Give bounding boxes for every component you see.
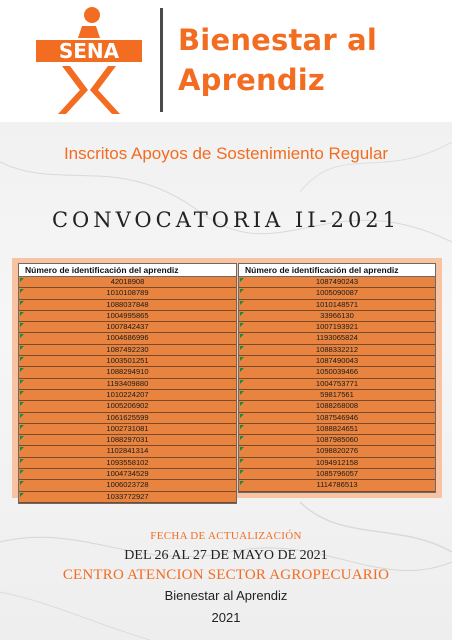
cell-marker-icon <box>20 402 24 406</box>
title-line-1: Bienestar al <box>178 23 378 57</box>
id-cell: 1093558102 <box>106 457 149 467</box>
table-row <box>19 469 236 480</box>
cell-marker-icon <box>20 380 24 384</box>
id-cell: 1007842437 <box>106 322 149 332</box>
center-name: CENTRO ATENCION SECTOR AGROPECUARIO <box>62 567 390 583</box>
id-cell: 1193409880 <box>106 378 149 388</box>
cell-marker-icon <box>240 312 244 316</box>
id-cell: 1007193921 <box>315 322 359 332</box>
id-cell: 1004686996 <box>106 333 149 343</box>
cell-marker-icon <box>240 481 244 485</box>
cell-marker-icon <box>240 436 244 440</box>
org-name: Bienestar al Aprendiz <box>164 588 288 603</box>
table-row <box>19 413 236 424</box>
cell-marker-icon <box>240 380 244 384</box>
id-cell: 1003501251 <box>106 356 149 366</box>
right-rows <box>239 277 435 492</box>
id-cell: 1087492230 <box>106 344 149 354</box>
table-row <box>19 300 236 311</box>
cell-marker-icon <box>240 447 244 451</box>
cell-marker-icon <box>240 323 244 327</box>
id-cell: 1087985060 <box>315 435 359 445</box>
cell-marker-icon <box>20 289 24 293</box>
table-row <box>239 277 435 288</box>
id-cell: 1002731081 <box>106 423 149 433</box>
cell-marker-icon <box>20 425 24 429</box>
cell-marker-icon <box>240 470 244 474</box>
table-row <box>239 322 435 333</box>
table-row <box>239 367 435 378</box>
id-cell: 1004753771 <box>315 378 359 388</box>
id-cell: 1088268008 <box>315 401 359 411</box>
cell-marker-icon <box>240 278 244 282</box>
cell-marker-icon <box>20 414 24 418</box>
id-table-frame <box>12 258 442 501</box>
table-row <box>19 424 236 435</box>
id-cell: 1088332212 <box>315 344 359 354</box>
cell-marker-icon <box>20 278 24 282</box>
header <box>0 0 452 122</box>
id-cell: 1088294910 <box>106 367 149 377</box>
page-title <box>178 20 448 100</box>
id-cell: 33966130 <box>320 310 354 320</box>
id-cell: 1010224207 <box>106 389 149 399</box>
update-dates: DEL 26 AL 27 DE MAYO DE 2021 <box>124 548 328 563</box>
table-row <box>239 288 435 299</box>
update-date-label: FECHA DE ACTUALIZACIÓN <box>150 530 302 542</box>
id-column-left <box>18 263 237 504</box>
cell-marker-icon <box>240 459 244 463</box>
id-cell: 1010148571 <box>315 299 359 309</box>
id-cell: 1061625599 <box>106 412 149 422</box>
table-row <box>19 333 236 344</box>
id-cell: 1033772927 <box>106 491 149 501</box>
table-row <box>19 390 236 401</box>
year: 2021 <box>211 610 241 625</box>
id-cell: 42018908 <box>110 277 145 286</box>
id-cell: 1193065824 <box>316 333 358 343</box>
id-cell: 1005206902 <box>106 401 149 411</box>
id-cell: 1088824651 <box>315 423 359 433</box>
cell-marker-icon <box>20 391 24 395</box>
cell-marker-icon <box>20 470 24 474</box>
table-row <box>239 469 435 480</box>
table-row <box>239 480 435 491</box>
cell-marker-icon <box>240 289 244 293</box>
table-row <box>239 345 435 356</box>
table-row <box>19 401 236 412</box>
cell-marker-icon <box>240 334 244 338</box>
table-row <box>239 311 435 322</box>
id-cell: 1088037848 <box>106 299 149 309</box>
table-row <box>19 345 236 356</box>
table-row <box>19 480 236 491</box>
id-cell: 1087490043 <box>315 356 359 366</box>
cell-marker-icon <box>20 459 24 463</box>
cell-marker-icon <box>20 312 24 316</box>
table-row <box>239 390 435 401</box>
table-row <box>19 458 236 469</box>
cell-marker-icon <box>240 391 244 395</box>
cell-marker-icon <box>20 481 24 485</box>
table-row <box>239 401 435 412</box>
table-row <box>19 356 236 367</box>
title-line-2: Aprendiz <box>178 63 325 97</box>
table-row <box>19 379 236 390</box>
subtitle: Inscritos Apoyos de Sostenimiento Regular <box>63 144 389 163</box>
cell-marker-icon <box>240 402 244 406</box>
id-cell: 1004734529 <box>106 469 149 479</box>
table-row <box>239 458 435 469</box>
id-cell: 1085796057 <box>315 469 359 479</box>
table-row <box>239 413 435 424</box>
id-cell: 1102841314 <box>106 446 149 456</box>
column-header-right: Número de identificación del aprendiz <box>239 264 435 277</box>
table-row <box>239 300 435 311</box>
cell-marker-icon <box>240 368 244 372</box>
id-cell: 1087546946 <box>315 412 359 422</box>
cell-marker-icon <box>20 368 24 372</box>
id-cell: 1050039466 <box>315 367 359 377</box>
cell-marker-icon <box>240 301 244 305</box>
cell-marker-icon <box>20 334 24 338</box>
cell-marker-icon <box>240 357 244 361</box>
cell-marker-icon <box>240 346 244 350</box>
id-cell: 1114786513 <box>316 480 358 490</box>
cell-marker-icon <box>20 493 24 497</box>
cell-marker-icon <box>20 323 24 327</box>
column-header-left: Número de identificación del aprendiz <box>19 264 236 277</box>
table-row <box>239 424 435 435</box>
cell-marker-icon <box>240 414 244 418</box>
cell-marker-icon <box>20 357 24 361</box>
table-row <box>19 492 236 503</box>
table-row <box>239 356 435 367</box>
cell-marker-icon <box>240 425 244 429</box>
id-cell: 1094912158 <box>315 457 359 467</box>
id-cell: 1088297031 <box>106 435 149 445</box>
cell-marker-icon <box>20 346 24 350</box>
id-cell: 1005090087 <box>315 288 359 298</box>
table-row <box>239 379 435 390</box>
cell-marker-icon <box>20 301 24 305</box>
id-cell: 1006023728 <box>106 480 149 490</box>
id-cell: 1010108789 <box>106 288 149 298</box>
id-column-right <box>238 263 436 493</box>
left-rows <box>19 277 236 503</box>
table-row <box>19 277 236 288</box>
cell-marker-icon <box>20 436 24 440</box>
convocatoria-heading: CONVOCATORIA II-2021 <box>51 208 401 232</box>
table-row <box>239 446 435 457</box>
table-row <box>19 435 236 446</box>
table-row <box>239 333 435 344</box>
id-cell: 1004995865 <box>106 310 149 320</box>
table-row <box>19 322 236 333</box>
table-row <box>19 288 236 299</box>
id-cell: 1087490243 <box>315 277 359 286</box>
header-divider <box>160 8 163 112</box>
logo-text: SENA <box>58 39 120 63</box>
sena-logo-icon <box>30 6 148 116</box>
table-row <box>239 435 435 446</box>
cell-marker-icon <box>20 447 24 451</box>
table-row <box>19 367 236 378</box>
id-cell: 59817561 <box>320 389 354 399</box>
table-row <box>19 311 236 322</box>
table-row <box>19 446 236 457</box>
id-cell: 1098820276 <box>315 446 359 456</box>
